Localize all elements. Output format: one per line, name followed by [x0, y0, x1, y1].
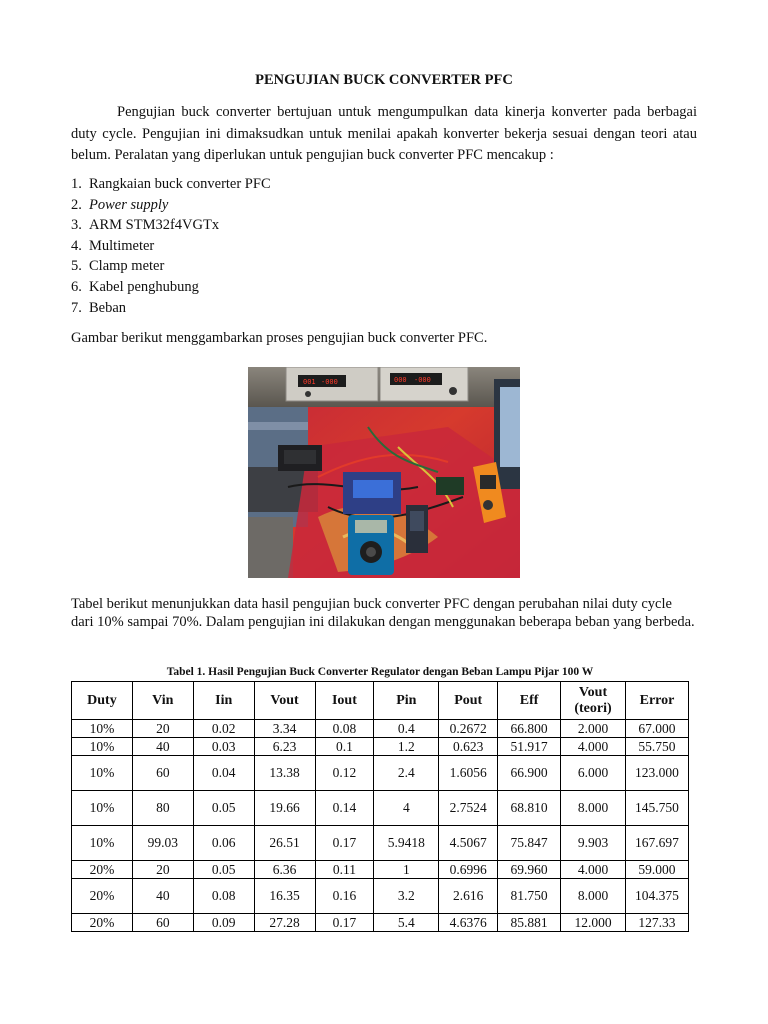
- column-header: Iin: [193, 682, 254, 720]
- table-cell: 0.03: [193, 738, 254, 756]
- table-cell: 40: [132, 738, 193, 756]
- table-cell: 51.917: [498, 738, 561, 756]
- supply-display-right-2: -000: [414, 376, 431, 384]
- table-cell: 0.4: [374, 720, 439, 738]
- table-cell: 0.09: [193, 914, 254, 932]
- table-cell: 81.750: [498, 879, 561, 914]
- table-cell: 0.17: [315, 826, 374, 861]
- table-cell: 80: [132, 791, 193, 826]
- table-row: [72, 914, 689, 932]
- table-cell: 10%: [72, 738, 133, 756]
- table-cell: 2.000: [561, 720, 626, 738]
- supply-display-right: 000: [394, 376, 407, 384]
- table-row: [72, 879, 689, 914]
- table-cell: 59.000: [625, 861, 688, 879]
- table-cell: 0.05: [193, 791, 254, 826]
- table-cell: 40: [132, 879, 193, 914]
- column-header: Vin: [132, 682, 193, 720]
- list-item: 3. ARM STM32f4VGTx: [71, 217, 220, 234]
- table-cell: 1.6056: [439, 756, 498, 791]
- table-cell: 145.750: [625, 791, 688, 826]
- table-cell: 0.2672: [439, 720, 498, 738]
- table-cell: 16.35: [254, 879, 315, 914]
- table-row: [72, 738, 689, 756]
- table-cell: 66.900: [498, 756, 561, 791]
- table-cell: 5.9418: [374, 826, 439, 861]
- table-cell: 6.36: [254, 861, 315, 879]
- table-cell: 55.750: [625, 738, 688, 756]
- table-cell: 10%: [72, 756, 133, 791]
- table-cell: 12.000: [561, 914, 626, 932]
- table-header-row: [72, 682, 689, 720]
- results-table: [71, 681, 689, 932]
- equipment-list: [71, 174, 271, 318]
- table-cell: 13.38: [254, 756, 315, 791]
- column-header: Vout: [254, 682, 315, 720]
- table-cell: 0.08: [315, 720, 374, 738]
- table-cell: 0.623: [439, 738, 498, 756]
- test-setup-photo: [248, 367, 520, 578]
- table-cell: 67.000: [625, 720, 688, 738]
- table-row: [72, 756, 689, 791]
- table-cell: 85.881: [498, 914, 561, 932]
- column-header: Vout (teori): [561, 682, 626, 720]
- table-cell: 0.04: [193, 756, 254, 791]
- table-cell: 1: [374, 861, 439, 879]
- table-row: [72, 826, 689, 861]
- page-title: PENGUJIAN BUCK CONVERTER PFC: [255, 72, 513, 88]
- column-header: Eff: [498, 682, 561, 720]
- table-cell: 10%: [72, 826, 133, 861]
- table-cell: 123.000: [625, 756, 688, 791]
- supply-display-left: 001: [303, 378, 316, 386]
- column-header: Iout: [315, 682, 374, 720]
- table-cell: 26.51: [254, 826, 315, 861]
- table-cell: 9.903: [561, 826, 626, 861]
- intro-paragraph: Pengujian buck converter bertujuan untuk mengumpulkan data kinerja konverter pada berbagai duty cycle. Pengujian ini dimaksudkan untuk menilai apakah konverter bekerja sesuai dengan teori atau belum. Peralatan yang diperlukan untuk pengujian buck converter PFC mencakup :: [71, 104, 697, 163]
- table-cell: 10%: [72, 720, 133, 738]
- table-cell: 0.02: [193, 720, 254, 738]
- table-cell: 3.34: [254, 720, 315, 738]
- table-cell: 4.5067: [439, 826, 498, 861]
- table-caption: Tabel 1. Hasil Pengujian Buck Converter Regulator dengan Beban Lampu Pijar 100 W: [166, 666, 594, 678]
- table-cell: 104.375: [625, 879, 688, 914]
- list-item: 2. Power supply: [71, 196, 169, 213]
- table-cell: 4.6376: [439, 914, 498, 932]
- table-cell: 19.66: [254, 791, 315, 826]
- list-item: 1. Rangkaian buck converter PFC: [71, 176, 271, 192]
- table-row: [72, 791, 689, 826]
- table-cell: 0.17: [315, 914, 374, 932]
- supply-display-left-2: -000: [321, 378, 338, 386]
- table-cell: 6.000: [561, 756, 626, 791]
- table-cell: 0.16: [315, 879, 374, 914]
- list-item: 6. Kabel penghubung: [71, 278, 199, 295]
- table-cell: 0.14: [315, 791, 374, 826]
- table-cell: 6.23: [254, 738, 315, 756]
- table-cell: 167.697: [625, 826, 688, 861]
- table-cell: 0.11: [315, 861, 374, 879]
- table-cell: 0.12: [315, 756, 374, 791]
- table-cell: 20%: [72, 861, 133, 879]
- table-cell: 20%: [72, 914, 133, 932]
- table-cell: 20%: [72, 879, 133, 914]
- column-header: Error: [625, 682, 688, 720]
- table-cell: 0.08: [193, 879, 254, 914]
- table-cell: 60: [132, 756, 193, 791]
- table-row: [72, 720, 689, 738]
- table-cell: 4.000: [561, 861, 626, 879]
- list-item: 7. Beban: [71, 299, 127, 316]
- table-cell: 2.4: [374, 756, 439, 791]
- table-cell: 0.06: [193, 826, 254, 861]
- table-cell: 4: [374, 791, 439, 826]
- table-cell: 69.960: [498, 861, 561, 879]
- table-row: [72, 861, 689, 879]
- table-cell: 0.05: [193, 861, 254, 879]
- table-cell: 68.810: [498, 791, 561, 826]
- table-cell: 60: [132, 914, 193, 932]
- table-cell: 10%: [72, 791, 133, 826]
- table-cell: 27.28: [254, 914, 315, 932]
- table-cell: 99.03: [132, 826, 193, 861]
- figure-caption: Gambar berikut menggambarkan proses pengujian buck converter PFC.: [71, 330, 488, 346]
- table-cell: 8.000: [561, 879, 626, 914]
- table-cell: 2.7524: [439, 791, 498, 826]
- table-cell: 5.4: [374, 914, 439, 932]
- table-cell: 75.847: [498, 826, 561, 861]
- table-cell: 127.33: [625, 914, 688, 932]
- list-item: 5. Clamp meter: [71, 258, 165, 275]
- table-cell: 3.2: [374, 879, 439, 914]
- table-cell: 8.000: [561, 791, 626, 826]
- table-cell: 4.000: [561, 738, 626, 756]
- table-cell: 1.2: [374, 738, 439, 756]
- table-cell: 20: [132, 720, 193, 738]
- column-header: Pout: [439, 682, 498, 720]
- column-header: Pin: [374, 682, 439, 720]
- table-cell: 2.616: [439, 879, 498, 914]
- table-intro-paragraph: Tabel berikut menunjukkan data hasil pengujian buck converter PFC dengan perubahan nilai duty cycle dari 10% sampai 70%. Dalam pengujian ini dilakukan dengan menggunakan beberapa beban yang berbeda.: [71, 596, 695, 630]
- table-cell: 0.1: [315, 738, 374, 756]
- table-cell: 66.800: [498, 720, 561, 738]
- table-cell: 20: [132, 861, 193, 879]
- list-item: 4. Multimeter: [71, 237, 155, 254]
- table-cell: 0.6996: [439, 861, 498, 879]
- column-header: Duty: [72, 682, 133, 720]
